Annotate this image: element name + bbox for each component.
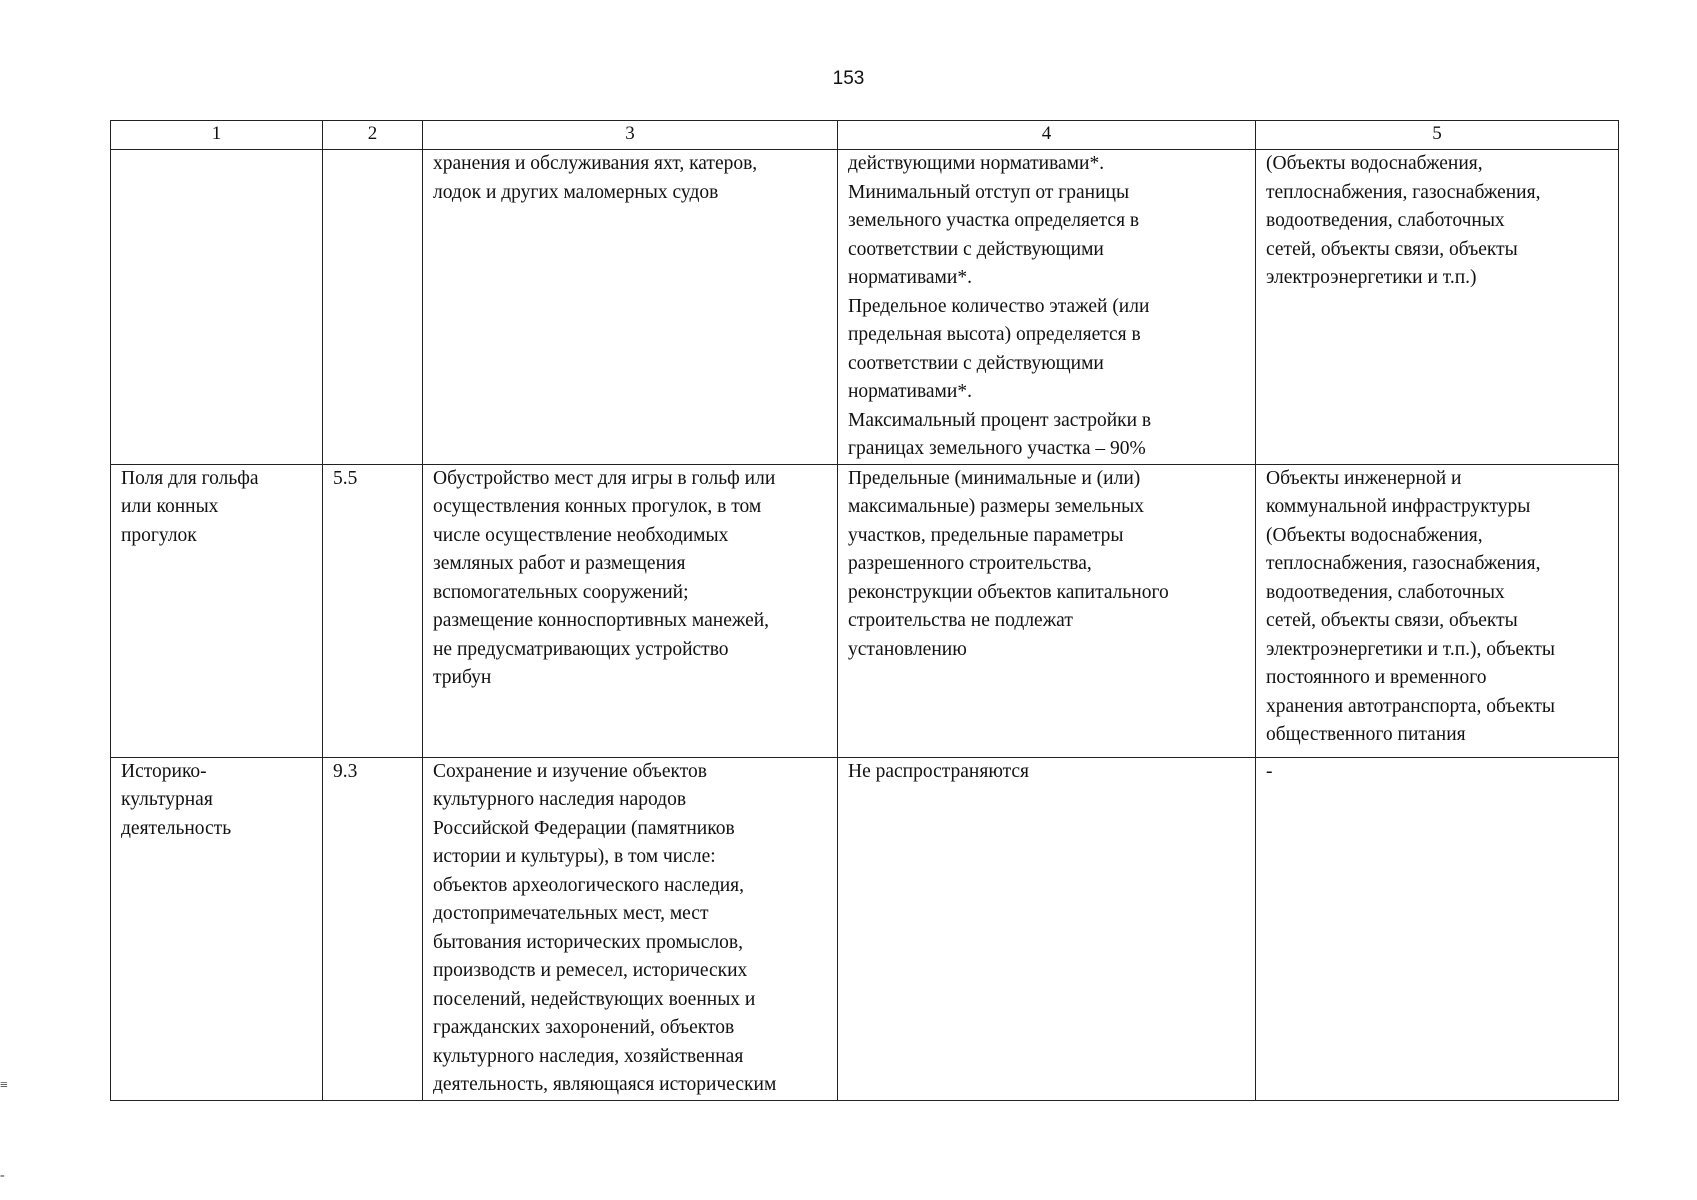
cell-objects: Объекты инженерной и коммунальной инфраструктуры (Объекты водоснабжения, теплоснабжения, газоснабжения, водоотведения, слаботочных сетей, объекты связи, объекты электроэнергетики и т.п.), объекты постоянного и временного хранения автотранспорта, объекты общественного питания [1256, 464, 1619, 757]
header-col-4: 4 [838, 121, 1256, 150]
cell-parameters: действующими нормативами*. Минимальный отступ от границы земельного участка определяется в соответствии с действующими нормативами*. Предельное количество этажей (или предельная высота) определяется в соответствии с действующими нормативами*. Максимальный процент застройки в границах земельного участка – 90% [838, 150, 1256, 465]
page-number: 153 [832, 68, 865, 89]
cell-description: Обустройство мест для игры в гольф или осуществления конных прогулок, в том числе осуществление необходимых земляных работ и размещения вспомогательных сооружений; размещение конноспортивных манежей, не предусматривающих устройство трибун [423, 464, 838, 757]
table-row [111, 150, 1619, 465]
cell-parameters: Предельные (минимальные и (или) максимальные) размеры земельных участков, предельные параметры разрешенного строительства, реконструкции объектов капитального строительства не подлежат установлению [838, 464, 1256, 757]
header-col-2: 2 [323, 121, 423, 150]
scan-margin-mark: ≡ [0, 1078, 8, 1093]
table-header-row [111, 121, 1619, 150]
cell-name: Историко- культурная деятельность [111, 757, 323, 1100]
cell-objects: (Объекты водоснабжения, теплоснабжения, газоснабжения, водоотведения, слаботочных сетей, объекты связи, объекты электроэнергетики и т.п.) [1256, 150, 1619, 465]
table-row [111, 757, 1619, 1100]
header-col-5: 5 [1256, 121, 1619, 150]
table-row [111, 464, 1619, 757]
cell-name [111, 150, 323, 465]
cell-description: хранения и обслуживания яхт, катеров, лодок и других маломерных судов [423, 150, 838, 465]
header-col-1: 1 [111, 121, 323, 150]
cell-code [323, 150, 423, 465]
zoning-table [110, 120, 1619, 1101]
cell-name: Поля для гольфа или конных прогулок [111, 464, 323, 757]
cell-code: 9.3 [323, 757, 423, 1100]
scan-margin-mark: - [0, 1168, 5, 1183]
cell-parameters: Не распространяются [838, 757, 1256, 1100]
cell-objects: - [1256, 757, 1619, 1100]
header-col-3: 3 [423, 121, 838, 150]
cell-code: 5.5 [323, 464, 423, 757]
cell-description: Сохранение и изучение объектов культурного наследия народов Российской Федерации (памятников истории и культуры), в том числе: объектов археологического наследия, достопримечательных мест, мест бытования исторических промыслов, производств и ремесел, исторических поселений, недействующих военных и гражданских захоронений, объектов культурного наследия, хозяйственная деятельность, являющаяся историческим [423, 757, 838, 1100]
